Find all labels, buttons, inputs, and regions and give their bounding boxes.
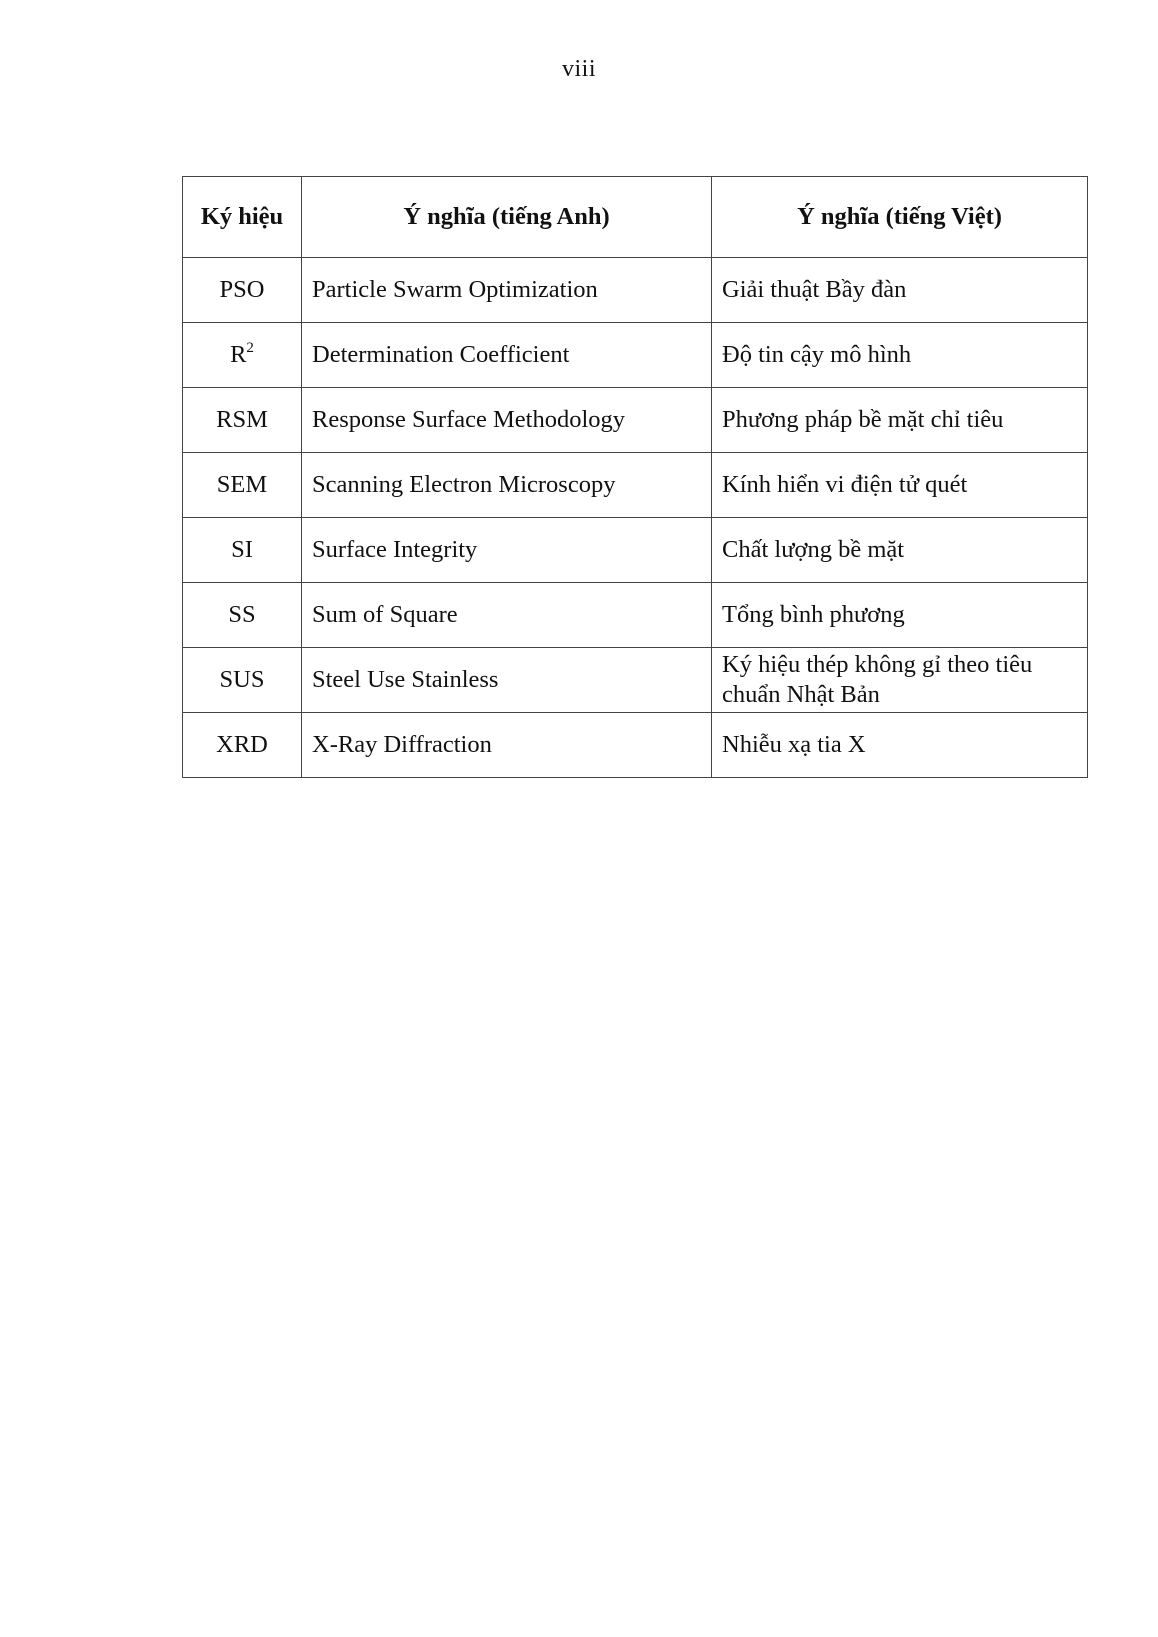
- symbol-text: SS: [228, 601, 256, 628]
- symbol-text: XRD: [216, 731, 268, 758]
- symbol-cell: [183, 323, 302, 388]
- symbol-text: R: [230, 341, 247, 368]
- english-meaning-cell: Particle Swarm Optimization: [302, 258, 712, 323]
- symbol-cell: [183, 258, 302, 323]
- vietnamese-meaning-cell: Phương pháp bề mặt chỉ tiêu: [712, 388, 1088, 453]
- symbol-cell: [183, 648, 302, 713]
- vietnamese-meaning-cell: Kính hiển vi điện tử quét: [712, 453, 1088, 518]
- symbol-cell: [183, 583, 302, 648]
- symbol-text: SEM: [216, 471, 268, 498]
- symbol-text: PSO: [219, 276, 265, 303]
- vietnamese-meaning-cell: Tổng bình phương: [712, 583, 1088, 648]
- symbol-text: SUS: [219, 666, 265, 693]
- table-row: [183, 518, 1088, 583]
- table-row: [183, 713, 1088, 778]
- english-meaning-cell: Steel Use Stainless: [302, 648, 712, 713]
- english-meaning-cell: Surface Integrity: [302, 518, 712, 583]
- symbol-cell: [183, 713, 302, 778]
- symbol-superscript: 2: [246, 340, 254, 356]
- header-vietnamese-meaning: Ý nghĩa (tiếng Việt): [712, 177, 1088, 258]
- table-row: [183, 583, 1088, 648]
- english-meaning-cell: Scanning Electron Microscopy: [302, 453, 712, 518]
- english-meaning-cell: Sum of Square: [302, 583, 712, 648]
- english-meaning-cell: Response Surface Methodology: [302, 388, 712, 453]
- symbol-cell: [183, 518, 302, 583]
- symbol-cell: [183, 388, 302, 453]
- table-row: [183, 453, 1088, 518]
- vietnamese-meaning-cell: Giải thuật Bầy đàn: [712, 258, 1088, 323]
- english-meaning-cell: Determination Coefficient: [302, 323, 712, 388]
- vietnamese-meaning-cell: Chất lượng bề mặt: [712, 518, 1088, 583]
- table-row: [183, 648, 1088, 713]
- english-meaning-cell: X-Ray Diffraction: [302, 713, 712, 778]
- vietnamese-meaning-cell: Độ tin cậy mô hình: [712, 323, 1088, 388]
- table-header-row: [183, 177, 1088, 258]
- symbol-text: RSM: [216, 406, 268, 433]
- table-row: [183, 323, 1088, 388]
- abbreviation-table: [182, 176, 1088, 778]
- symbol-cell: [183, 453, 302, 518]
- table-row: [183, 388, 1088, 453]
- page-number: viii: [561, 56, 596, 82]
- vietnamese-meaning-cell: Ký hiệu thép không gỉ theo tiêu chuẩn Nhật Bản: [712, 648, 1088, 713]
- header-symbol: Ký hiệu: [183, 177, 302, 258]
- table-row: [183, 258, 1088, 323]
- symbol-text: SI: [231, 536, 253, 563]
- vietnamese-meaning-cell: Nhiễu xạ tia X: [712, 713, 1088, 778]
- header-english-meaning: Ý nghĩa (tiếng Anh): [302, 177, 712, 258]
